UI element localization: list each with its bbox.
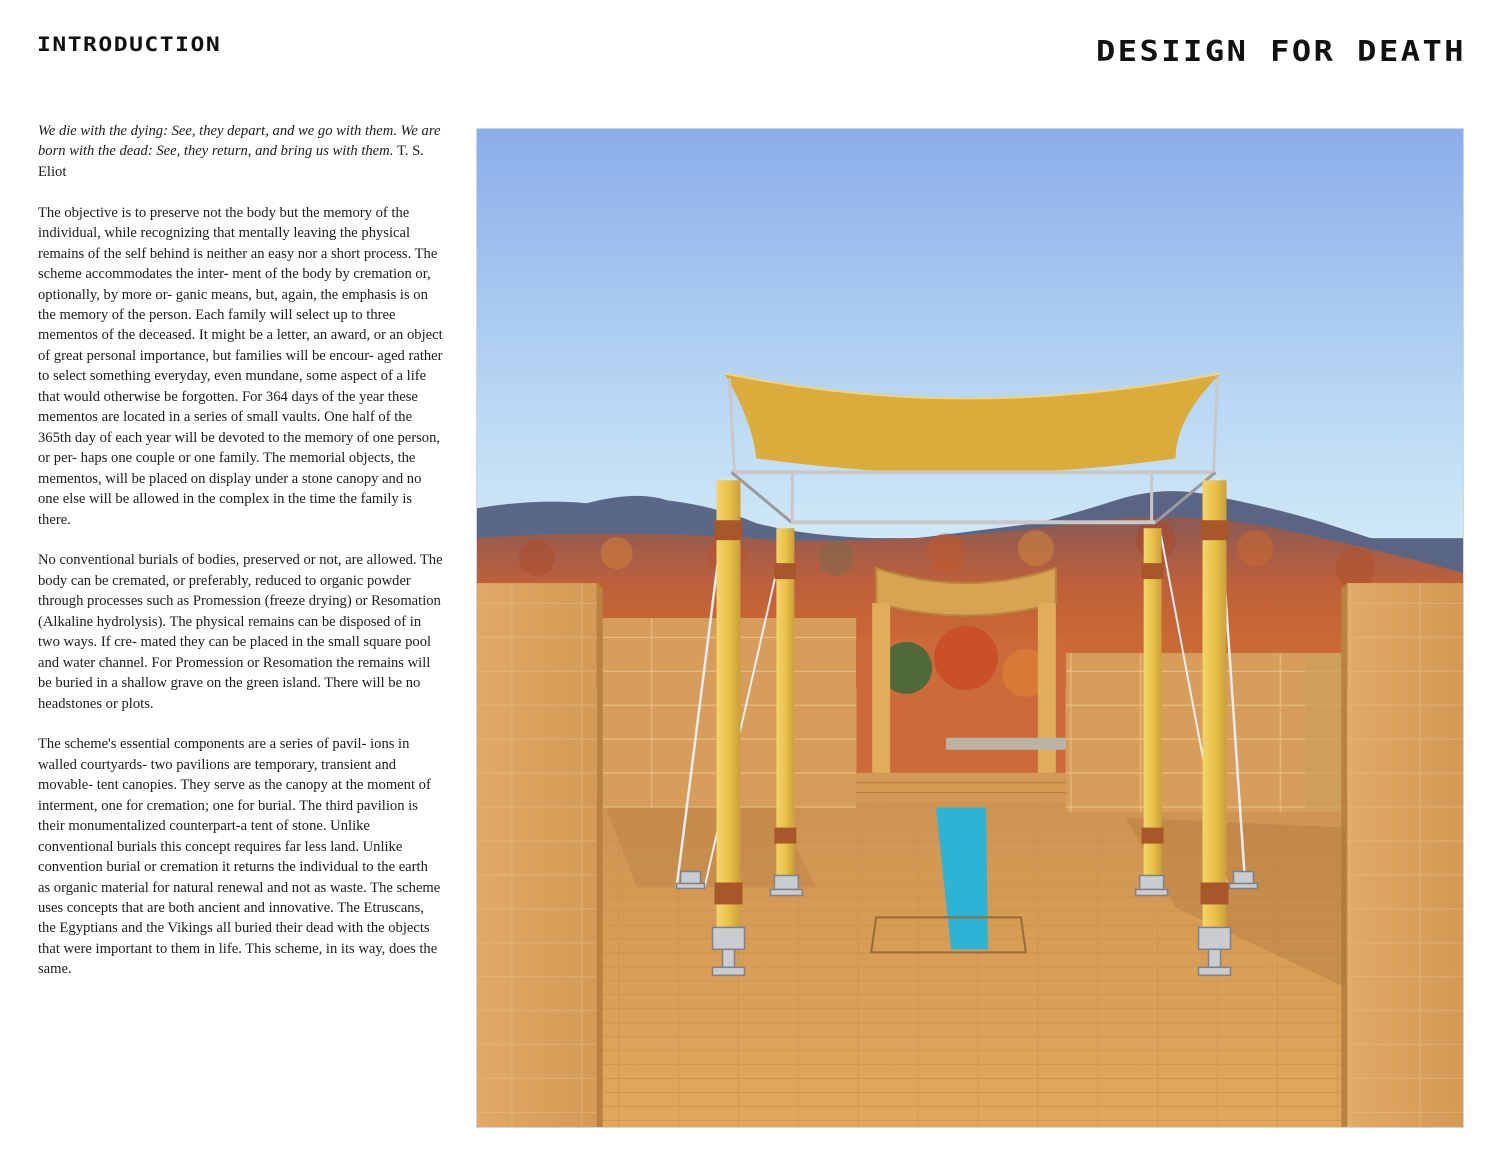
paragraph-components: The scheme's essential components are a series of pavil- ions in walled courtyards- two pavilions are temporary, transient and movable- tent canopies. They serve as the canopy at the moment of interment, one for cremation; one for burial. The third pavilion is their monumentalized counterpart-a tent of stone. Unlike conventional burials this concept requires far less land. Unlike convention burial or cremation it returns the individual to the earth as organic material for natural renewal and not as waste. The scheme uses concepts that are both ancient and innovative. The Etruscans, the Egyptians and the Vikings all buried their dead with the objects that were important to them in life. This scheme, in its way, does the same.: [38, 736, 441, 978]
architectural-rendering: [476, 128, 1464, 1128]
rendering-illustration: [477, 129, 1463, 1127]
quote-text: We die with the dying: See, they depart, and we go with them. We are born with the dead: See, they return, and bring us with them.: [38, 123, 441, 160]
paragraph-burials: No conventional burials of bodies, preserved or not, are allowed. The body can be cremated, or preferably, reduced to organic powder through processes such as Promession (freeze drying) or Resomation (Alkaline hydrolysis). The physical remains can be disposed of in two ways. If cre- mated they can be placed in the small square pool and water channel. For Promession or Resomation the remains will be buried in a shallow grave on the green island. There will be no headstones or plots.: [38, 552, 443, 712]
epigraph-quote: [38, 121, 443, 182]
quote-attribution: T. S. Eliot: [38, 143, 424, 180]
document-title: DESIIGN FOR DEATH: [1095, 34, 1466, 69]
section-title: INTRODUCTION: [37, 34, 222, 57]
body-text-column: [38, 121, 443, 1000]
paragraph-objective: The objective is to preserve not the body but the memory of the individual, while recognizing that mentally leaving the physical remains of the self behind is neither an easy nor a short process. The scheme accommodates the inter- ment of the body by cremation or, optionally, by more or- ganic means, but, again, the emphasis is on the memory of the person. Each family will select up to three mementos of the deceased. It might be a letter, an award, or an object of great personal importance, but families will be encour- aged rather to select something everyday, even mundane, some aspect of a life that would otherwise be forgotten. For 364 days of the year these mementos are located in a series of small vaults. One half of the 365th day of each year will be devoted to the memory of one person, or per- haps one couple or one family. The memorial objects, the mementos, will be placed on display under a stone canopy and no one else will be allowed in the complex in the time the family is there.: [38, 204, 443, 528]
